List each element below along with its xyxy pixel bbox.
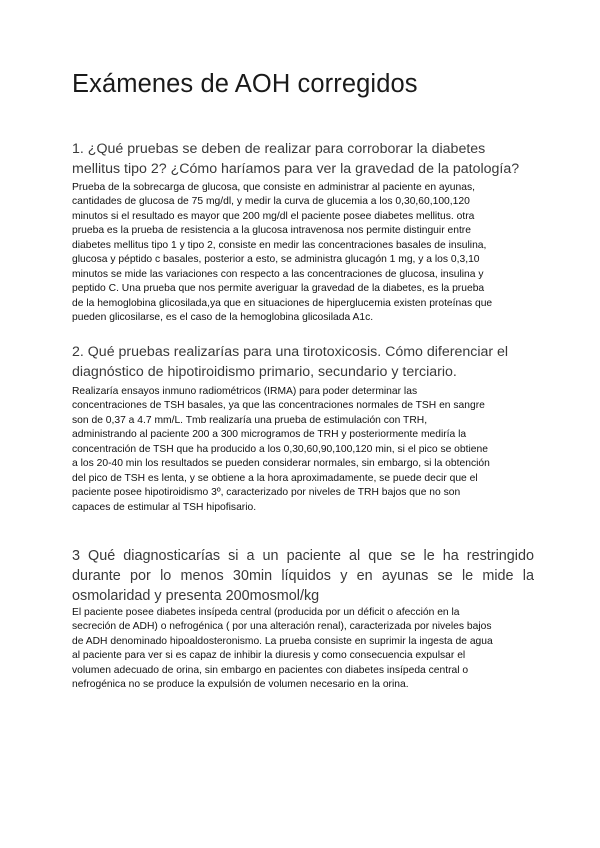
- answer-1-line: minutos se mide las variaciones con respecto a las concentraciones de glucosa, insulina y: [72, 268, 484, 280]
- answer-3: [72, 606, 532, 693]
- answer-2-line: paciente posee hipotiroidismo 3º, caracterizado por niveles de TRH bajos que no son: [72, 487, 461, 499]
- answer-3-line: nefrogénica no se produce la expulsión de volumen necesario en la orina.: [72, 679, 409, 691]
- answer-1-line: de la hemoglobina glicosilada,ya que en situaciones de hiperglucemia existen proteínas que: [72, 297, 493, 309]
- answer-3-line: volumen adecuado de orina, sin embargo en pacientes con diabetes insípeda central o: [72, 664, 469, 676]
- answer-1-line: diabetes mellitus tipo 1 y tipo 2, consiste en medir las concentraciones basales de insulina,: [72, 239, 487, 251]
- answer-2-line: Realizaría ensayos inmuno radiométricos (IRMA) para poder determinar las: [72, 386, 418, 397]
- answer-2-line: administrando al paciente 200 a 300 microgramos de TRH y posteriormente mediría la: [72, 429, 467, 441]
- question-1-line: 1. ¿Qué pruebas se deben de realizar para corroborar la diabetes: [72, 141, 486, 157]
- question-2-line: 2. Qué pruebas realizarías para una tirotoxicosis. Cómo diferenciar el: [72, 344, 509, 360]
- answer-2-line: concentraciones de TSH basales, ya que las concentraciones normales de TSH en sangre: [72, 400, 485, 412]
- answer-2: [72, 385, 532, 515]
- question-3-line: 3 Qué diagnosticarías si a un paciente al que se le ha restringido: [72, 548, 534, 564]
- answer-3-line: secreción de ADH) o nefrogénica ( por una alteración renal), caracterizada por niveles bajos: [72, 621, 492, 633]
- question-1: [72, 140, 534, 179]
- question-2: [72, 343, 534, 382]
- answer-2-line: a los 20-40 min los resultados se pueden considerar normales, sin embargo, si la obtención: [72, 458, 490, 470]
- answer-1-line: pueden glicosilarse, es el caso de la hemoglobina glicosilada A1c.: [72, 312, 374, 324]
- question-1-line: mellitus tipo 2? ¿Cómo haríamos para ver la gravedad de la patología?: [72, 160, 520, 177]
- answer-3-line: El paciente posee diabetes insípeda central (producida por un déficit o afección en la: [72, 607, 460, 618]
- question-2-line: diagnóstico de hipotiroidismo primario, secundario y terciario.: [72, 363, 457, 380]
- answer-2-line: capaces de estimular al TSH hipofisario.: [72, 501, 257, 513]
- answer-2-line: son de 0,37 a 4.7 mm/L. Tmb realizaría una prueba de estimulación con TRH,: [72, 414, 428, 426]
- answer-1-line: prueba es la prueba de resistencia a la glucosa intravenosa nos permite distinguir entre: [72, 225, 471, 237]
- question-3: [72, 546, 534, 606]
- answer-2-line: concentración de TSH que ha producido a los 0,30,60,90,100,120 min, si el pico se obtiene: [72, 443, 488, 455]
- answer-1-line: minutos si el resultado es mayor que 200 mg/dl el paciente posee diabetes mellitus. otra: [72, 210, 475, 222]
- answer-3-line: al paciente para ver si es capaz de inhibir la diuresis y como consecuencia expulsar el: [72, 650, 466, 662]
- answer-2-line: del pico de TSH es lenta, y se obtiene a la hora aproximadamente, se puede decir que el: [72, 472, 478, 484]
- document-title: Exámenes de AOH corregidos: [72, 70, 418, 98]
- question-3-line: durante por lo menos 30min líquidos y en ayunas se le mide la: [72, 568, 534, 584]
- answer-1-line: peptido C. Una prueba que nos permite averiguar la gravedad de la diabetes, es la prueba: [72, 283, 485, 295]
- answer-1-line: glucosa y péptido c basales, posterior a esto, se administra glucagón 1 mg, y a los 0,3,10: [72, 254, 480, 266]
- answer-1-line: Prueba de la sobrecarga de glucosa, que consiste en administrar al paciente en ayunas,: [72, 182, 475, 193]
- answer-3-line: de ADH denominado hipoaldosteronismo. La prueba consiste en suprimir la ingesta de agua: [72, 635, 493, 647]
- answer-1-line: cantidades de glucosa de 75 mg/dl, y medir la curva de glucemia a los 0,30,60,100,120: [72, 196, 470, 208]
- question-3-line: osmolaridad y presenta 200mosmol/kg: [72, 588, 320, 604]
- answer-1: [72, 181, 532, 326]
